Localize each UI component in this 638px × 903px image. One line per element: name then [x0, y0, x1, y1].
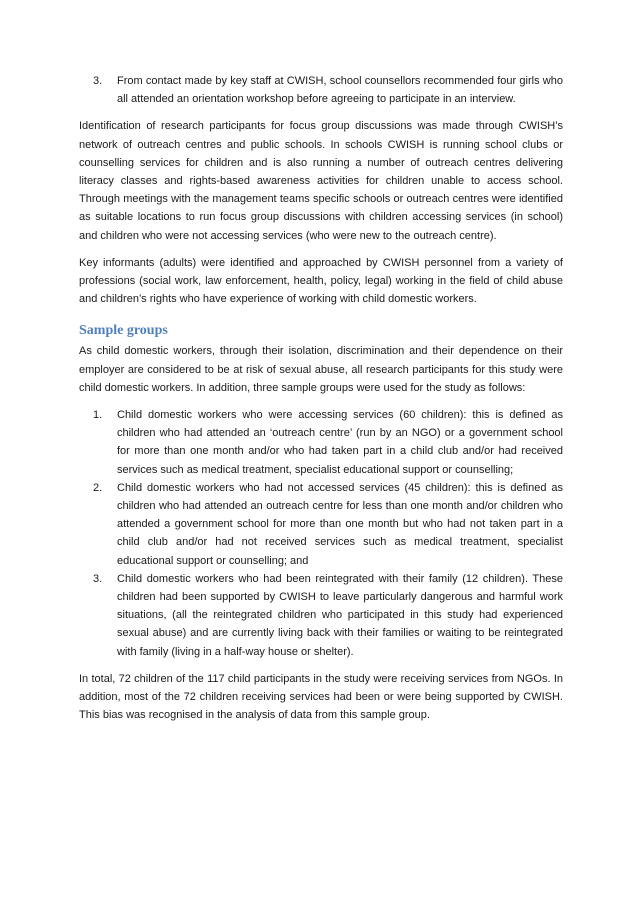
list-item [79, 570, 563, 661]
paragraph-key-informants: Key informants (adults) were identified and approached by CWISH personnel from a variety of professions (social work, law enforcement, health, policy, legal) working in the field of child abuse and children’s rights who have experience of working with child domestic workers. [79, 256, 563, 306]
section-heading: Sample groups [79, 323, 168, 339]
section-intro: As child domestic workers, through their isolation, discrimination and their dependence on their employer are considered to be at risk of sexual abuse, all research participants for this study were child domestic workers. In addition, three sample groups were used for the study as follows: [79, 345, 563, 394]
list-number: 2. [93, 481, 103, 494]
list-number: 3. [93, 75, 103, 87]
list-item-text: Child domestic workers who had not accessed services (45 children): this is defined as children who had attended an outreach centre for less than one month and/or children who attended a government school for more than one month but who had not taken part in a child club and/or had not received services such as medical treatment, specialist educational support or counselling; and [117, 481, 563, 567]
list-number: 1. [93, 409, 103, 422]
list-item [79, 479, 563, 570]
paragraph-closing: In total, 72 children of the 117 child participants in the study were receiving services from NGOs. In addition, most of the 72 children receiving services had been or were being supported by CWISH. This bias was recognised in the analysis of data from this sample group. [79, 672, 563, 722]
list-item [79, 406, 563, 479]
list-item-text: Child domestic workers who were accessing services (60 children): this is defined as children who had attended an ‘outreach centre’ (run by an NGO) or a government school for more than one month and/or who had taken part in a child club and/or had received services such as medical treatment, specialist educational support or counselling; [117, 409, 563, 476]
document-page [79, 72, 563, 734]
list-number: 3. [93, 572, 103, 585]
paragraph-identification: Identification of research participants for focus group discussions was made through CWISH’s network of outreach centres and public schools. In schools CWISH is running school clubs or counselling services for children and is also running a number of outreach centres delivering literacy classes and rights-based awareness activities for children unable to access school. Through meetings with the management teams specific schools or outreach centres were identified as suitable locations to run focus group discussions with children accessing services (in school) and children who were not accessing services (who were new to the outreach centre). [79, 120, 563, 242]
top-numbered-list [79, 72, 563, 108]
list-item-text: Child domestic workers who had been reintegrated with their family (12 children). These children had been supported by CWISH to leave particularly dangerous and harmful work situations, (all the reintegrated children who participated in this study had experienced sexual abuse) and are currently living back with their families or waiting to be reintegrated with family (living in a half-way house or shelter). [117, 572, 563, 658]
list-item [79, 72, 563, 108]
sample-groups-list [79, 406, 563, 661]
list-item-text: From contact made by key staff at CWISH, school counsellors recommended four girls who all attended an orientation workshop before agreeing to participate in an interview. [117, 75, 563, 106]
